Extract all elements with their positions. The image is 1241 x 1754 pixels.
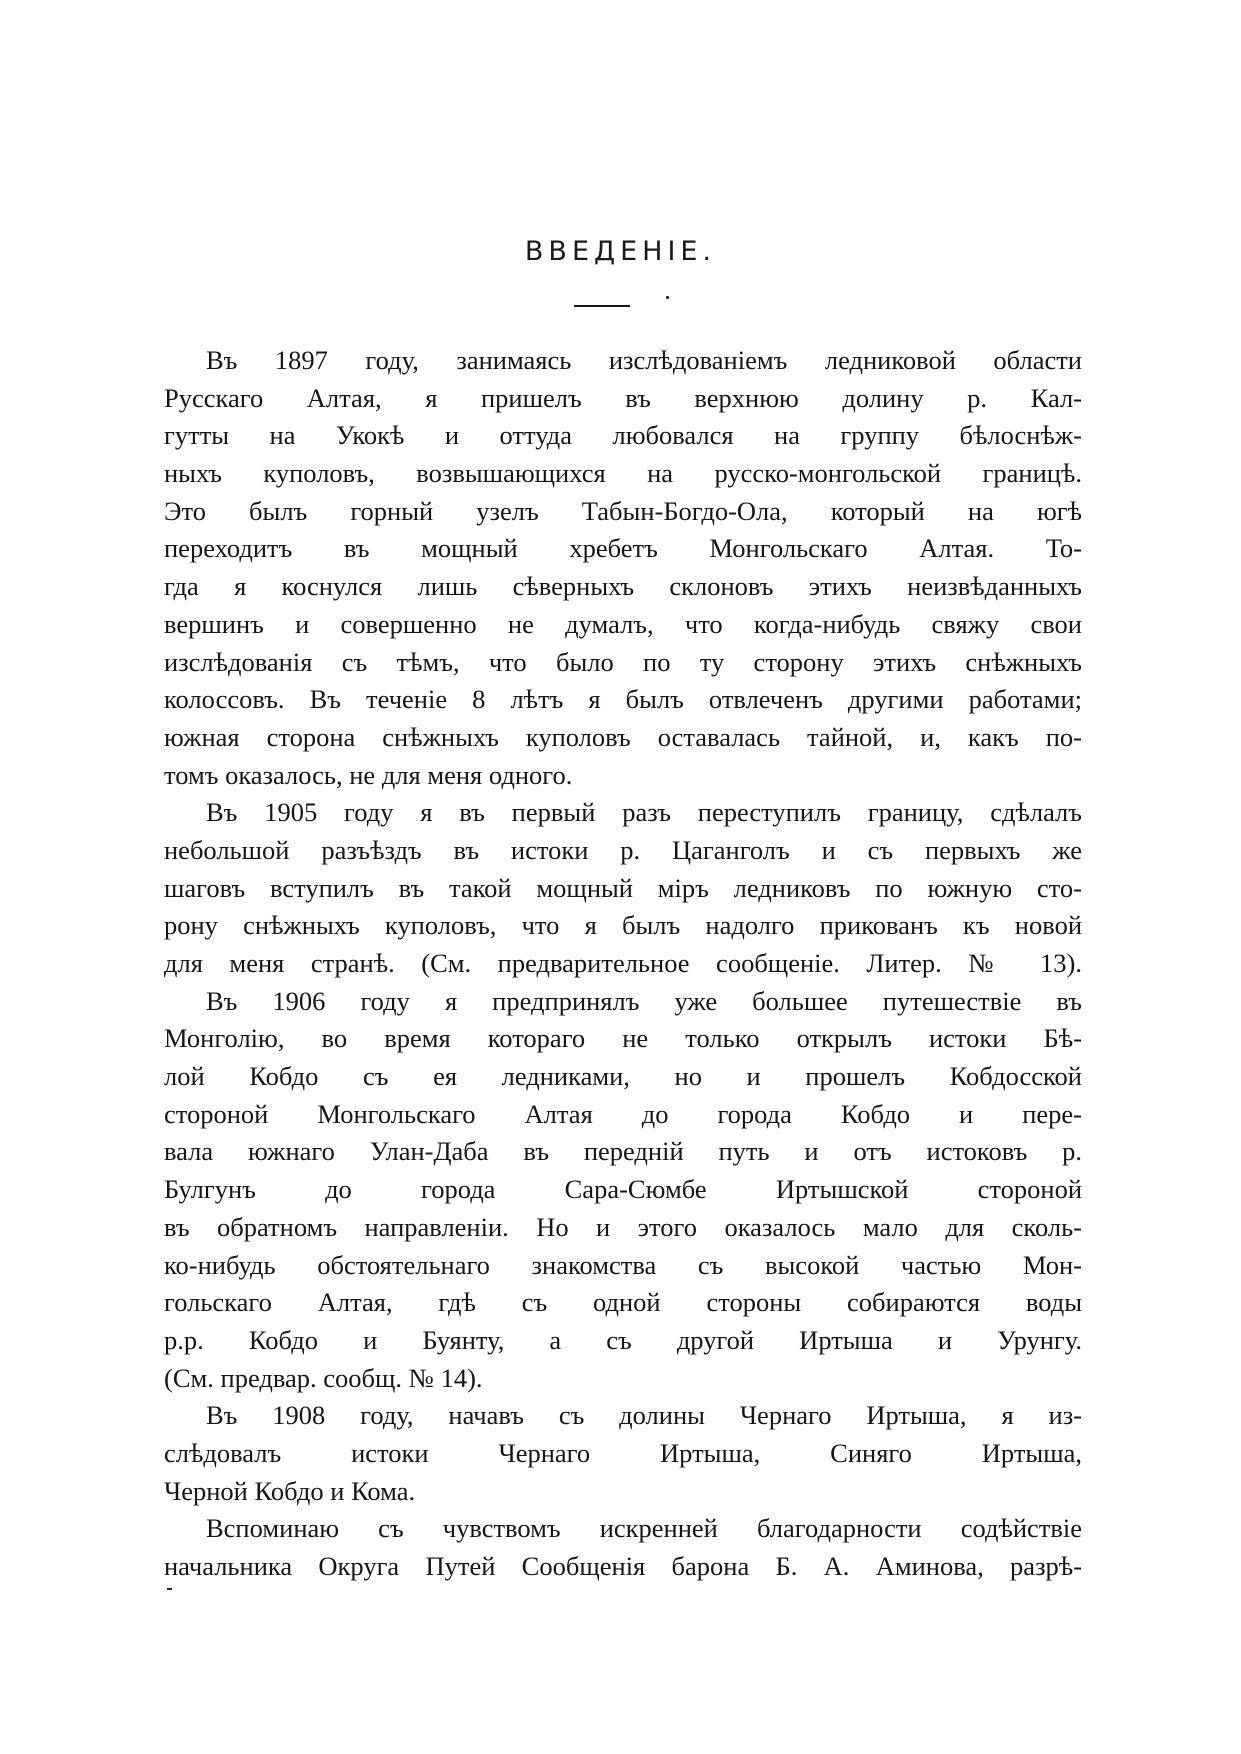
text-line: Русскаго Алтая, я пришелъ въ верхнюю долину р. Кал-: [164, 382, 1082, 413]
text-line: рону снѣжныхъ куполовъ, что я былъ надолго прикованъ къ новой: [164, 910, 1082, 941]
text-line: Въ 1897 году, занимаясь изслѣдованіемъ ледниковой области: [206, 345, 1082, 375]
text-line: гда я коснулся лишь сѣверныхъ склоновъ этихъ неизвѣданныхъ: [164, 571, 1082, 602]
page-title: ВВЕДЕНIЕ.: [524, 236, 717, 267]
text-line: небольшой разъѣздъ въ истоки р. Цаганголъ и съ первыхъ же: [164, 834, 1082, 865]
text-line: Черной Кобдо и Кома.: [164, 1475, 416, 1506]
text-line: (См. предвар. сообщ. № 14).: [164, 1362, 483, 1393]
text-line: шаговъ вступилъ въ такой мощный міръ ледниковъ по южную сто-: [164, 872, 1082, 903]
text-line: для меня странѣ. (См. предварительное сообщеніе. Литер. № 13).: [164, 948, 1082, 978]
text-line: стороной Монгольскаго Алтая до города Кобдо и пере-: [164, 1098, 1082, 1129]
text-line: южная сторона снѣжныхъ куполовъ оставалась тайной, и, какъ по-: [164, 721, 1082, 752]
text-line: Булгунъ до города Сара-Сюмбе Иртышской стороной: [164, 1174, 1082, 1205]
text-line: Въ 1908 году, начавъ съ долины Чернаго Иртыша, я из-: [206, 1400, 1082, 1431]
text-line: ныхъ куполовъ, возвышающихся на русско-монгольской границѣ.: [164, 458, 1082, 489]
title-rule: [574, 305, 630, 307]
text-line: Въ 1905 году я въ первый разъ переступилъ границу, сдѣлалъ: [206, 797, 1082, 828]
text-line: слѣдовалъ истоки Чернаго Иртыша, Синяго Иртыша,: [164, 1437, 1082, 1468]
body-text: [164, 342, 1082, 1586]
text-line: вершинъ и совершенно не думалъ, что когда-нибудь свяжу свои: [164, 608, 1082, 639]
title-rule-dot: [666, 296, 669, 299]
text-line: Вспоминаю съ чувствомъ искренней благодарности содѣйствіе: [206, 1513, 1082, 1544]
text-line: колоссовъ. Въ теченіе 8 лѣтъ я былъ отвлеченъ другими работами;: [164, 684, 1082, 715]
text-line: томъ оказалось, не для меня одного.: [164, 759, 573, 790]
text-line: вала южнаго Улан-Даба въ передній путь и отъ истоковъ р.: [164, 1136, 1082, 1167]
text-line: изслѣдованія съ тѣмъ, что было по ту сторону этихъ снѣжныхъ: [164, 646, 1082, 677]
text-line: гольскаго Алтая, гдѣ съ одной стороны собираются воды: [164, 1287, 1082, 1318]
text-line: Это былъ горный узелъ Табын-Богдо-Ола, который на югѣ: [164, 495, 1082, 526]
text-line: гутты на Укокѣ и оттуда любовался на группу бѣлоснѣж-: [164, 420, 1082, 451]
text-line: въ обратномъ направленіи. Но и этого оказалось мало для сколь-: [164, 1211, 1082, 1242]
text-line: лой Кобдо съ ея ледниками, но и прошелъ Кобдосской: [164, 1061, 1082, 1092]
text-line: Въ 1906 году я предпринялъ уже большее путешествіе въ: [206, 985, 1082, 1016]
text-line: р.р. Кобдо и Буянту, а съ другой Иртыша и Урунгу.: [164, 1324, 1082, 1355]
text-line: начальника Округа Путей Сообщенія барона Б. А. Аминова, разрѣ-: [164, 1551, 1082, 1581]
margin-mark: [167, 1588, 172, 1590]
text-line: переходитъ въ мощный хребетъ Монгольскаго Алтая. То-: [164, 533, 1082, 564]
text-line: Монголію, во время котораго не только открылъ истоки Бѣ-: [164, 1023, 1082, 1054]
text-line: ко-нибудь обстоятельнаго знакомства съ высокой частью Мон-: [164, 1249, 1082, 1280]
